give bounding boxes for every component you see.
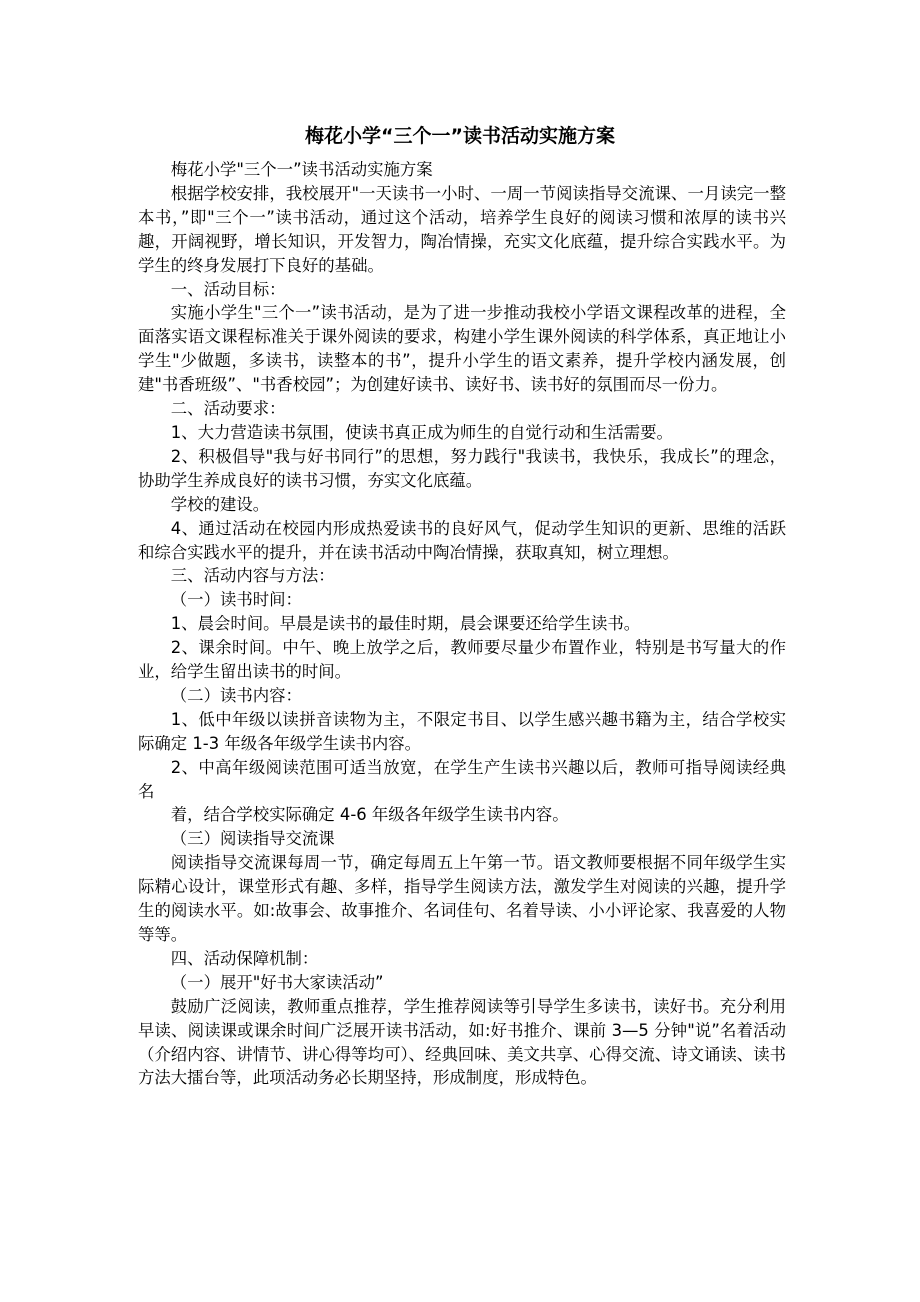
section-heading: 三、活动内容与方法： xyxy=(170,566,335,586)
paragraph: 着，结合学校实际确定 4-6 年级各年级学生读书内容。 xyxy=(170,805,569,825)
paragraph: 根据学校安排，我校展开"一天读书一小时、一周一节阅读指导交流课、一月读完一整本书，”即"三个一”读书活动，通过这个活动，培养学生良好的阅读习惯和浓厚的读书兴趣，开阔视野，增长知识，开发智力，陶冶情操，充实文化底蕴，提升综合实践水平。为学生的终身发展打下良好的基础。 xyxy=(138,183,786,275)
paragraph: 2、积极倡导"我与好书同行”的思想，努力践行"我读书，我快乐，我成长”的理念，协助学生养成良好的读书习惯，夯实文化底蕴。 xyxy=(138,446,786,490)
subsection-heading: （一）展开"好书大家读活动” xyxy=(170,972,384,992)
paragraph: 学校的建设。 xyxy=(170,494,270,514)
paragraph: 2、中高年级阅读范围可适当放宽，在学生产生读书兴趣以后，教师可指导阅读经典名 xyxy=(138,757,786,801)
paragraph: 阅读指导交流课每周一节，确定每周五上午第一节。语文教师要根据不同年级学生实际精心设计，课堂形式有趣、多样，指导学生阅读方法，激发学生对阅读的兴趣，提升学生的阅读水平。如:故事会、故事推介、名词佳句、名着导读、小小评论家、我喜爱的人物等等。 xyxy=(138,853,786,944)
paragraph: 1、晨会时间。早晨是读书的最佳时期，晨会课要还给学生读书。 xyxy=(170,614,641,634)
paragraph: 梅花小学"三个一”读书活动实施方案 xyxy=(170,160,433,179)
paragraph: 4、通过活动在校园内形成热爱读书的良好风气，促动学生知识的更新、思维的活跃和综合实践水平的提升，并在读书活动中陶冶情操，获取真知，树立理想。 xyxy=(138,518,786,562)
subsection-heading: （三）阅读指导交流课 xyxy=(170,829,335,849)
section-heading: 四、活动保障机制： xyxy=(170,948,319,968)
paragraph: 1、低中年级以读拼音读物为主，不限定书目、以学生感兴趣书籍为主，结合学校实际确定 1-3 年级各年级学生读书内容。 xyxy=(138,709,786,753)
subsection-heading: （一）读书时间： xyxy=(170,590,302,610)
section-heading: 二、活动要求： xyxy=(170,399,286,419)
paragraph: 2、课余时间。中午、晚上放学之后，教师要尽量少布置作业，特别是书写量大的作业，给学生留出读书的时间。 xyxy=(138,638,786,682)
section-heading: 一、活动目标： xyxy=(170,279,286,299)
paragraph: 1、大力营造读书氛围，使读书真正成为师生的自觉行动和生活需要。 xyxy=(170,422,673,442)
document-title: 梅花小学“三个一”读书活动实施方案 xyxy=(305,125,615,147)
subsection-heading: （二）读书内容： xyxy=(170,685,302,705)
paragraph: 鼓励广泛阅读，教师重点推荐，学生推荐阅读等引导学生多读书，读好书。充分利用早读、阅读课或课余时间广泛展开读书活动，如:好书推介、课前 3—5 分钟"说”名着活动（介绍内容、讲情节、讲心得等均可）、经典回味、美文共享、心得交流、诗文诵读、读书方法大擂台等，此项活动务必长期坚持，形成制度，形成特色。 xyxy=(138,996,786,1088)
document-body xyxy=(138,158,786,1090)
paragraph: 实施小学生"三个一”读书活动，是为了进一步推动我校小学语文课程改革的进程，全面落实语文课程标准关于课外阅读的要求，构建小学生课外阅读的科学体系，真正地让小学生"少做题，多读书，读整本的书”，提升小学生的语文素养，提升学校内涵发展，创建"书香班级”、"书香校园”；为创建好读书、读好书、读书好的氛围而尽一份力。 xyxy=(138,303,786,395)
